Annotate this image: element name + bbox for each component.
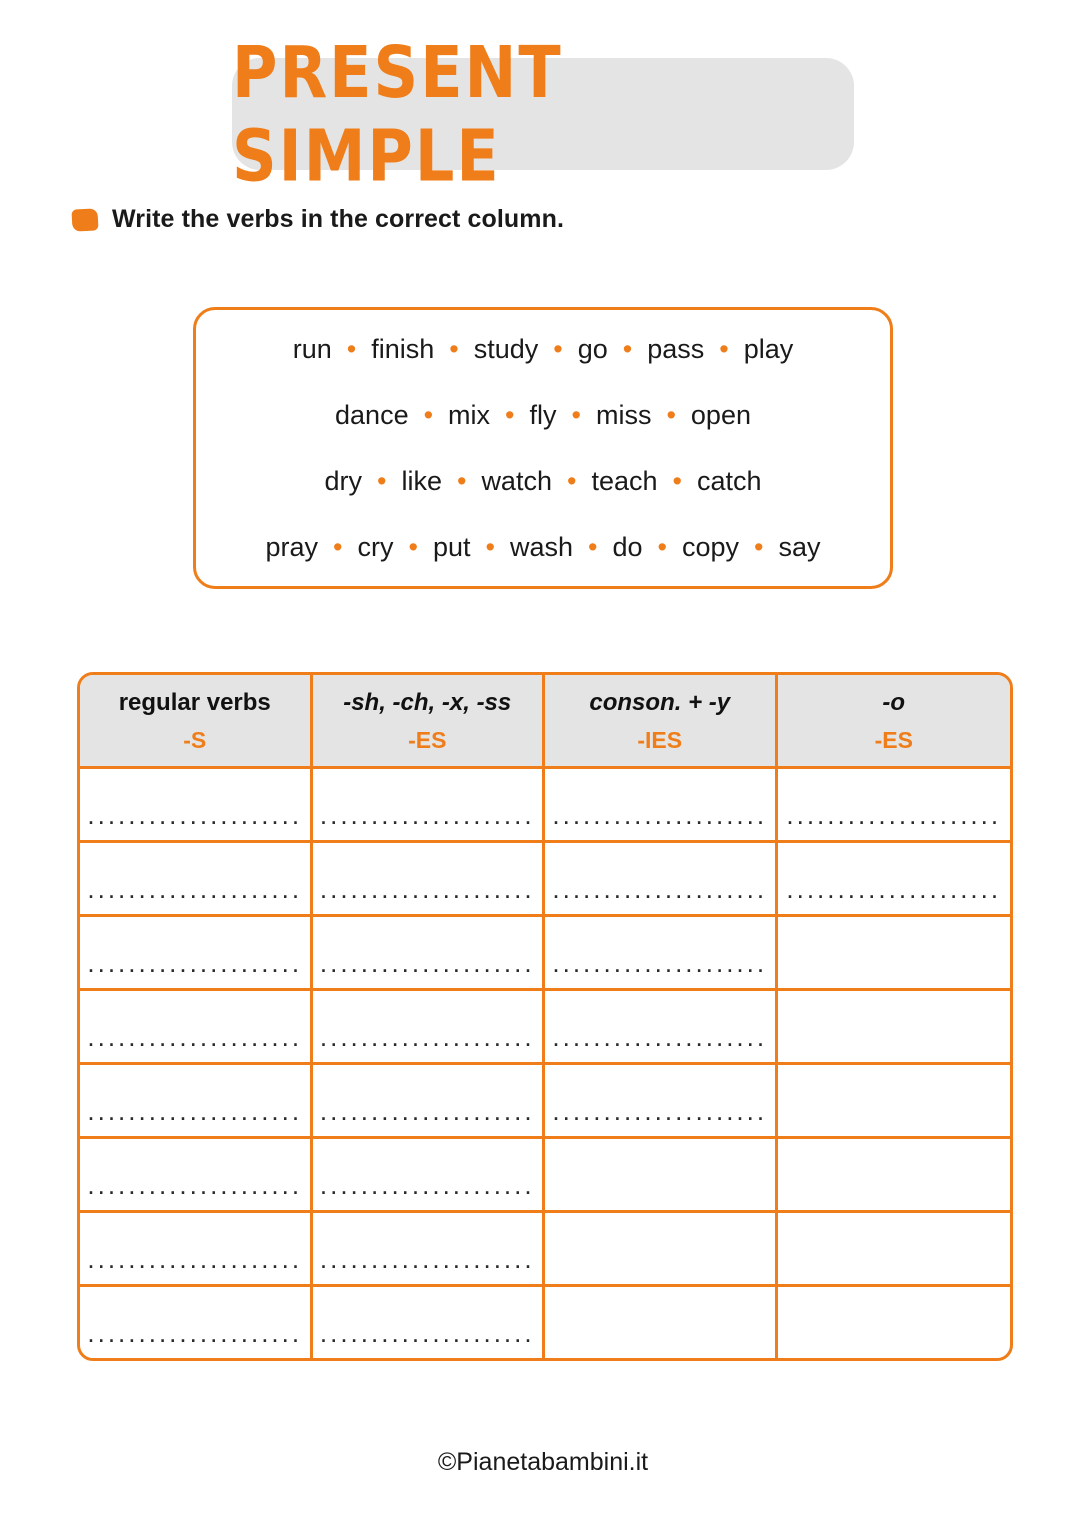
- word-bank-item: play: [743, 333, 794, 364]
- title-banner: [232, 30, 854, 198]
- word-bank-item: open: [690, 399, 751, 430]
- answer-cell[interactable]: [80, 1065, 313, 1136]
- answer-blank-line: .....................: [87, 1096, 303, 1126]
- answer-cell[interactable]: [545, 843, 778, 914]
- answer-cell[interactable]: [545, 1139, 778, 1210]
- word-bank-item: pass: [647, 333, 705, 364]
- answer-blank-line: .....................: [786, 800, 1002, 830]
- square-bullet-icon: [71, 208, 98, 231]
- answer-blank-line: .....................: [319, 948, 535, 978]
- word-bank-item: fly: [529, 399, 557, 430]
- word-separator-dot: •: [587, 531, 598, 562]
- word-bank-item: run: [292, 333, 332, 364]
- answer-cell[interactable]: [313, 991, 546, 1062]
- answer-cell[interactable]: [313, 1139, 546, 1210]
- answer-cell[interactable]: [313, 769, 546, 840]
- word-bank-item: dry: [324, 465, 363, 496]
- answer-cell[interactable]: [313, 917, 546, 988]
- footer-credit: ©Pianetabambini.it: [437, 1448, 649, 1476]
- word-separator-dot: •: [571, 399, 581, 430]
- answer-blank-line: .....................: [319, 1318, 535, 1348]
- table-column-header: [313, 675, 546, 766]
- answer-cell[interactable]: [778, 769, 1010, 840]
- word-bank: [193, 307, 893, 589]
- answer-blank-line: .....................: [87, 948, 303, 978]
- answer-cell[interactable]: [778, 1287, 1010, 1358]
- answer-cell[interactable]: [80, 1287, 313, 1358]
- word-bank-item: say: [778, 531, 821, 562]
- answer-cell[interactable]: [545, 1065, 778, 1136]
- table-row: [80, 1284, 1010, 1358]
- answer-blank-line: .....................: [87, 800, 303, 830]
- word-bank-item: wash: [509, 531, 573, 562]
- word-bank-item: miss: [595, 399, 652, 430]
- answer-blank-line: .....................: [319, 1022, 535, 1052]
- answer-cell[interactable]: [778, 1213, 1010, 1284]
- word-bank-item: finish: [371, 333, 435, 364]
- answer-cell[interactable]: [80, 769, 313, 840]
- answer-blank-line: .....................: [87, 874, 303, 904]
- answer-blank-line: .....................: [319, 1170, 535, 1200]
- answer-cell[interactable]: [80, 843, 313, 914]
- answer-cell[interactable]: [545, 769, 778, 840]
- column-title: -o: [882, 689, 906, 716]
- word-separator-dot: •: [485, 531, 495, 562]
- answer-cell[interactable]: [545, 1213, 778, 1284]
- answer-blank-line: .....................: [319, 800, 535, 830]
- table-body: [80, 766, 1010, 1358]
- table-row: [80, 1062, 1010, 1136]
- word-separator-dot: •: [423, 399, 434, 430]
- word-separator-dot: •: [553, 333, 563, 364]
- table-row: [80, 1210, 1010, 1284]
- word-separator-dot: •: [449, 333, 459, 364]
- answer-cell[interactable]: [778, 917, 1010, 988]
- column-title: regular verbs: [118, 689, 271, 716]
- answer-cell[interactable]: [545, 1287, 778, 1358]
- word-separator-dot: •: [566, 465, 577, 496]
- answer-blank-line: .....................: [552, 948, 768, 978]
- word-separator-dot: •: [333, 531, 343, 562]
- answer-cell[interactable]: [545, 917, 778, 988]
- word-bank-item: catch: [696, 465, 762, 496]
- word-bank-item: put: [432, 531, 471, 562]
- word-bank-item: go: [577, 333, 608, 364]
- answer-cell[interactable]: [778, 843, 1010, 914]
- table-row: [80, 988, 1010, 1062]
- word-bank-row: [214, 382, 872, 448]
- answer-blank-line: .....................: [786, 874, 1002, 904]
- answer-cell[interactable]: [313, 1065, 546, 1136]
- word-separator-dot: •: [505, 399, 515, 430]
- answer-cell[interactable]: [545, 991, 778, 1062]
- word-separator-dot: •: [753, 531, 764, 562]
- word-bank-item: do: [612, 531, 643, 562]
- answer-blank-line: .....................: [87, 1244, 303, 1274]
- word-bank-item: teach: [591, 465, 658, 496]
- answer-blank-line: .....................: [87, 1170, 303, 1200]
- word-bank-item: like: [401, 465, 442, 496]
- table-column-header: [545, 675, 778, 766]
- table-row: [80, 840, 1010, 914]
- answer-blank-line: .....................: [87, 1318, 303, 1348]
- column-title: conson. + -y: [589, 689, 731, 716]
- word-bank-item: pray: [265, 531, 319, 562]
- table-column-header: [80, 675, 313, 766]
- answer-cell[interactable]: [778, 1065, 1010, 1136]
- answer-cell[interactable]: [313, 1213, 546, 1284]
- verbs-table: [77, 672, 1013, 1361]
- answer-blank-line: .....................: [552, 800, 768, 830]
- answer-blank-line: .....................: [319, 874, 535, 904]
- word-separator-dot: •: [672, 465, 682, 496]
- answer-cell[interactable]: [80, 1139, 313, 1210]
- word-separator-dot: •: [657, 531, 667, 562]
- answer-cell[interactable]: [778, 1139, 1010, 1210]
- word-bank-item: mix: [448, 399, 491, 430]
- column-ending: -IES: [637, 727, 683, 753]
- answer-cell[interactable]: [313, 843, 546, 914]
- answer-blank-line: .....................: [319, 1244, 535, 1274]
- column-ending: -ES: [874, 727, 913, 753]
- answer-cell[interactable]: [80, 917, 313, 988]
- table-column-header: [778, 675, 1010, 766]
- table-row: [80, 914, 1010, 988]
- table-header-row: [80, 675, 1010, 766]
- word-bank-item: study: [473, 333, 539, 364]
- instruction-line: [72, 205, 564, 234]
- answer-cell[interactable]: [778, 991, 1010, 1062]
- word-bank-row: [214, 316, 872, 382]
- table-row: [80, 1136, 1010, 1210]
- word-separator-dot: •: [719, 333, 729, 364]
- answer-cell[interactable]: [313, 1287, 546, 1358]
- word-bank-row: [214, 448, 872, 514]
- answer-blank-line: .....................: [552, 1022, 768, 1052]
- table-row: [80, 766, 1010, 840]
- answer-blank-line: .....................: [552, 874, 768, 904]
- word-bank-item: dance: [335, 399, 409, 430]
- column-ending: -ES: [408, 727, 447, 753]
- instruction-text: Write the verbs in the correct column.: [112, 205, 565, 233]
- answer-blank-line: .....................: [552, 1096, 768, 1126]
- word-bank-item: cry: [357, 531, 394, 562]
- word-bank-row: [214, 514, 872, 580]
- word-bank-item: watch: [481, 465, 552, 496]
- answer-blank-line: .....................: [87, 1022, 303, 1052]
- word-separator-dot: •: [377, 465, 387, 496]
- word-separator-dot: •: [622, 333, 633, 364]
- page-title: PRESENT SIMPLE: [232, 30, 563, 198]
- word-bank-item: copy: [681, 531, 739, 562]
- word-separator-dot: •: [456, 465, 467, 496]
- column-ending: -S: [183, 727, 207, 753]
- answer-blank-line: .....................: [319, 1096, 535, 1126]
- answer-cell[interactable]: [80, 1213, 313, 1284]
- column-title: -sh, -ch, -x, -ss: [343, 689, 512, 716]
- word-separator-dot: •: [346, 333, 357, 364]
- answer-cell[interactable]: [80, 991, 313, 1062]
- word-separator-dot: •: [666, 399, 676, 430]
- word-separator-dot: •: [408, 531, 418, 562]
